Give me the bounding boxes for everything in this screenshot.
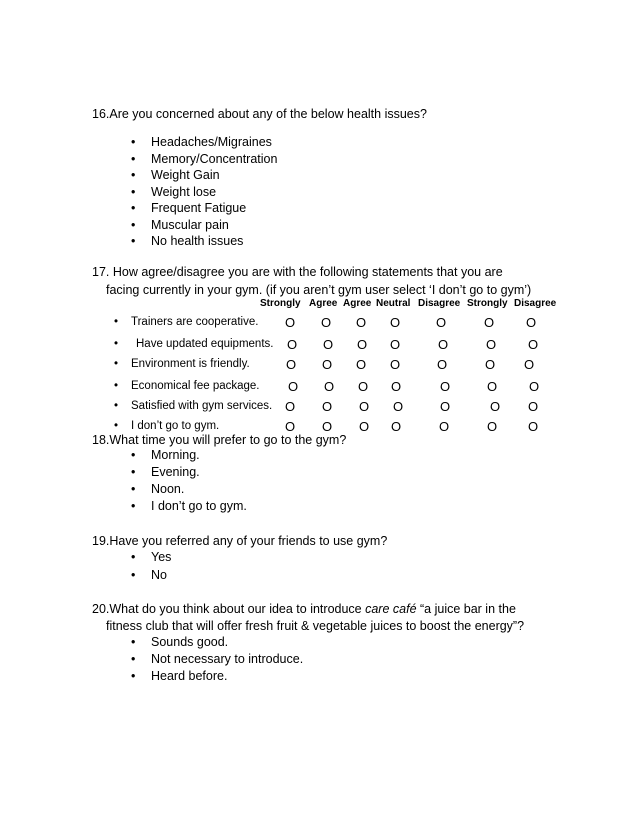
statement-label: Trainers are cooperative.	[131, 316, 259, 328]
rating-radio-option[interactable]: O	[359, 419, 370, 434]
rating-radio-option[interactable]: O	[285, 315, 296, 330]
question-17-line-1: 17. How agree/disagree you are with the following statements that you are	[92, 265, 503, 279]
rating-radio-option[interactable]: O	[357, 337, 368, 352]
rating-radio-option[interactable]: O	[322, 357, 333, 372]
rating-radio-option[interactable]: O	[490, 399, 501, 414]
question-18: 18.What time you will prefer to go to the gym?	[92, 433, 347, 447]
rating-radio-option[interactable]: O	[436, 315, 447, 330]
rating-radio-option[interactable]: O	[529, 379, 540, 394]
rating-radio-option[interactable]: O	[438, 337, 449, 352]
column-header: Agree	[309, 298, 338, 309]
bullet: •	[114, 338, 119, 350]
question-16: 16.Are you concerned about any of the below health issues?	[92, 107, 427, 121]
rating-radio-option[interactable]: O	[487, 419, 498, 434]
rating-radio-option[interactable]: O	[285, 399, 296, 414]
rating-radio-option[interactable]: O	[356, 357, 367, 372]
bullet: •	[114, 358, 119, 370]
rating-radio-option[interactable]: O	[322, 399, 333, 414]
rating-radio-option[interactable]: O	[390, 315, 401, 330]
bullet: •	[114, 400, 119, 412]
rating-radio-option[interactable]: O	[323, 337, 334, 352]
rating-radio-option[interactable]: O	[356, 315, 367, 330]
rating-radio-option[interactable]: O	[390, 337, 401, 352]
statement-label: Have updated equipments.	[136, 338, 274, 350]
care-cafe-emphasis: care café	[365, 602, 417, 616]
question-19: 19.Have you referred any of your friends to use gym?	[92, 534, 388, 548]
rating-radio-option[interactable]: O	[285, 419, 296, 434]
bullet: •	[114, 380, 119, 392]
question-20-line-1: 20.What do you think about our idea to introduce care café “a juice bar in the	[92, 602, 516, 616]
rating-radio-option[interactable]: O	[286, 357, 297, 372]
rating-radio-option[interactable]: O	[391, 379, 402, 394]
rating-radio-option[interactable]: O	[485, 357, 496, 372]
column-header: Agree	[343, 298, 372, 309]
rating-radio-option[interactable]: O	[440, 379, 451, 394]
column-header: Neutral	[376, 298, 411, 309]
rating-radio-option[interactable]: O	[324, 379, 335, 394]
question-17-line-2: facing currently in your gym. (if you aren’t gym user select ‘I don’t go to gym’)	[106, 283, 532, 297]
rating-radio-option[interactable]: O	[486, 337, 497, 352]
rating-radio-option[interactable]: O	[358, 379, 369, 394]
rating-radio-option[interactable]: O	[322, 419, 333, 434]
rating-radio-option[interactable]: O	[390, 357, 401, 372]
bullet: •	[114, 316, 119, 328]
column-header: Disagree	[514, 298, 557, 309]
bullet: •	[114, 420, 119, 432]
rating-radio-option[interactable]: O	[437, 357, 448, 372]
statement-label: I don’t go to gym.	[131, 420, 220, 432]
statement-label: Environment is friendly.	[131, 358, 250, 370]
rating-radio-option[interactable]: O	[321, 315, 332, 330]
rating-radio-option[interactable]: O	[528, 337, 539, 352]
question-20-line-2: fitness club that will offer fresh fruit & vegetable juices to boost the energy”?	[106, 619, 525, 633]
rating-radio-option[interactable]: O	[526, 315, 537, 330]
rating-radio-option[interactable]: O	[528, 399, 539, 414]
column-header: Strongly	[467, 298, 508, 309]
statement-label: Satisfied with gym services.	[131, 400, 273, 412]
rating-radio-option[interactable]: O	[288, 379, 299, 394]
column-header: Strongly	[260, 298, 301, 309]
rating-radio-option[interactable]: O	[393, 399, 404, 414]
rating-radio-option[interactable]: O	[359, 399, 370, 414]
column-header: Disagree	[418, 298, 461, 309]
rating-radio-option[interactable]: O	[391, 419, 402, 434]
rating-radio-option[interactable]: O	[484, 315, 495, 330]
rating-radio-option[interactable]: O	[487, 379, 498, 394]
rating-radio-option[interactable]: O	[439, 419, 450, 434]
statement-label: Economical fee package.	[131, 380, 260, 392]
rating-radio-option[interactable]: O	[528, 419, 539, 434]
rating-radio-option[interactable]: O	[287, 337, 298, 352]
rating-radio-option[interactable]: O	[440, 399, 451, 414]
rating-radio-option[interactable]: O	[524, 357, 535, 372]
